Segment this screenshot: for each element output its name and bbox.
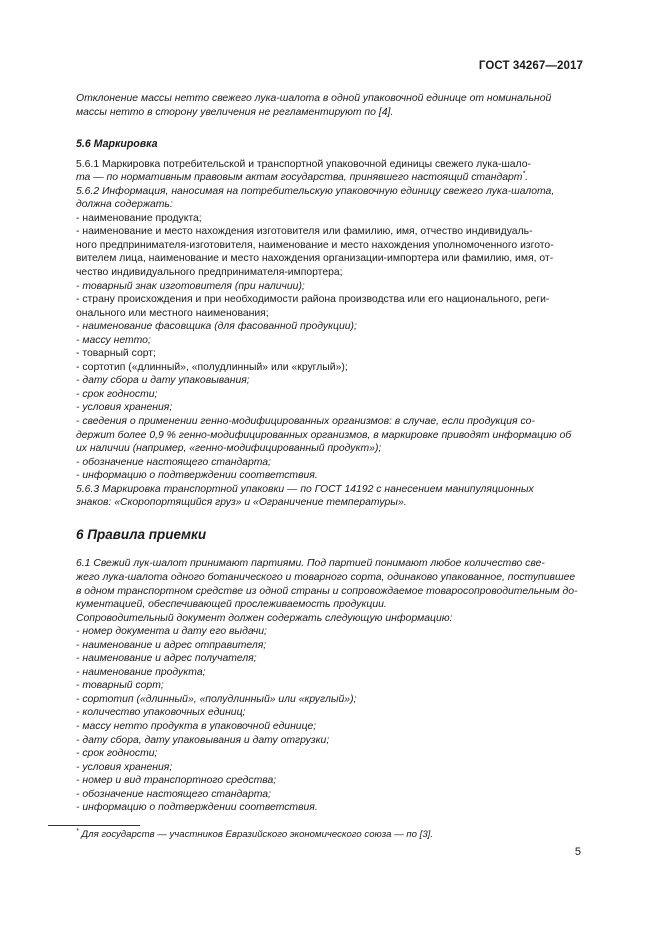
marking-list-item [76, 401, 584, 415]
marking-list-item [76, 280, 584, 294]
page-number: 5 [574, 846, 581, 858]
para-5-6-3-line: знаков: «Скоропортящийся груз» и «Ограничение температуры». [76, 497, 407, 509]
para-5-6-1-line [76, 171, 584, 185]
marking-list-item [76, 320, 584, 334]
accompanying-doc-list-item: - наименование продукта; [76, 666, 206, 678]
document-id: ГОСТ 34267—2017 [478, 60, 583, 72]
accompanying-doc-list-item: - дату сбора, дату упаковывания и дату отгрузки; [76, 734, 330, 746]
marking-list-item [76, 388, 584, 402]
accompanying-doc-list-item: - наименование и адрес получателя; [76, 653, 257, 665]
marking-list-item-line: - товарный сорт; [76, 348, 156, 360]
marking-list-item [76, 212, 584, 226]
intro-line-1: Отклонение массы нетто свежего лука-шалота в одной упаковочной единице от номинальной [76, 93, 552, 104]
para-5-6-1-end: . [525, 172, 529, 184]
marking-list-item-line: их наличии (например, «генно-модифицированный продукт»); [76, 443, 382, 455]
para-6-1 [76, 557, 584, 625]
para-6-1-line: в одном транспортном средстве из одной страны и сопровождаемое товаросопроводительным до- [76, 585, 578, 597]
para-6-2-intro: Сопроводительный документ должен содержать следующую информацию: [76, 612, 453, 624]
marking-list-item [76, 415, 584, 456]
para-5-6-3-line: 5.6.3 Маркировка транспортной упаковки — по ГОСТ 14192 с нанесением манипуляционных [76, 483, 534, 495]
marking-list-item-line: ного предпринимателя-изготовителя, наименование и место нахождения уполномоченного изгото- [76, 239, 554, 251]
accompanying-doc-list-item: - условия хранения; [76, 761, 173, 773]
para-6-1-line: кументацией, обеспечивающей прослеживаемость продукции. [76, 599, 387, 611]
para-5-6-2-line: 5.6.2 Информация, наносимая на потребительскую упаковочную единицу свежего лука-шалота, [76, 185, 555, 197]
footnote [76, 829, 433, 840]
section-6-heading: 6 Правила приемки [76, 526, 207, 542]
accompanying-doc-list-item: - номер и вид транспортного средства; [76, 775, 277, 787]
footnote-text: Для государств — участников Евразийского экономического союза — по [3]. [78, 829, 433, 840]
marking-list-item-line: - дату сбора и дату упаковывания; [76, 375, 250, 387]
para-5-6-2 [76, 185, 584, 212]
accompanying-doc-list-item: - товарный сорт; [76, 680, 164, 692]
marking-list-item [76, 225, 584, 279]
marking-list-item [76, 293, 584, 320]
para-6-1-line: 6.1 Свежий лук-шалот принимают партиями. Под партией понимают любое количество све- [76, 558, 545, 570]
accompanying-doc-list-item: - массу нетто продукта в упаковочной единице; [76, 720, 317, 732]
para-5-6-1 [76, 158, 584, 185]
marking-list-item-line: - наименование и место нахождения изготовителя или фамилию, имя, отчество индивидуаль- [76, 226, 533, 238]
marking-list-item [76, 347, 584, 361]
footnote-ref: * [522, 170, 526, 178]
footnote-mark: * [76, 827, 79, 835]
marking-list-item [76, 334, 584, 348]
para-5-6-2-line: должна содержать: [76, 199, 173, 211]
footnote-divider [48, 825, 140, 826]
para-5-6-1-text: та — по нормативным правовым актам государства, принявшего настоящий стандарт [76, 172, 523, 184]
marking-list-item-line: - обозначение настоящего стандарта; [76, 456, 271, 468]
marking-list-item-line: - массу нетто; [76, 334, 151, 346]
accompanying-doc-list-item: - обозначение настоящего стандарта; [76, 788, 271, 800]
accompanying-doc-list-item: - сортотип («длинный», «полудлинный» или «круглый»); [76, 693, 357, 705]
marking-list-item-line: - сведения о применении генно-модифицированных организмов: в случае, если продукция со- [76, 416, 535, 428]
marking-list-item [76, 456, 584, 470]
marking-list-item-line: - страну происхождения и при необходимости района производства или его национального, реги- [76, 294, 550, 306]
accompanying-doc-list-item: - номер документа и дату его выдачи; [76, 626, 267, 638]
intro-paragraph [76, 92, 584, 119]
marking-list [76, 212, 584, 483]
accompanying-doc-list-item: - наименование и адрес отправителя; [76, 639, 267, 651]
para-6-1-line: жего лука-шалота одного ботанического и товарного сорта, одинаково упакованное, поступившее [76, 571, 576, 583]
marking-list-item [76, 374, 584, 388]
accompanying-doc-list-item: - количество упаковочных единиц; [76, 707, 246, 719]
marking-list-item-line: чество индивидуального предпринимателя-импортера; [76, 267, 343, 279]
marking-list-item-line: - срок годности; [76, 388, 158, 400]
accompanying-doc-list-item: - информацию о подтверждении соответствия. [76, 802, 318, 814]
marking-list-item-line: вителем лица, наименование и место нахождения организации-импортера или фамилию, имя, от- [76, 253, 554, 265]
para-5-6-1-line: 5.6.1 Маркировка потребительской и транспортной упаковочной единицы свежего лука-шало- [76, 158, 531, 170]
accompanying-doc-list-item: - срок годности; [76, 748, 158, 760]
marking-list-item-line: - информацию о подтверждении соответствия. [76, 470, 318, 482]
accompanying-doc-list [76, 625, 584, 815]
marking-list-item-line: - наименование фасовщика (для фасованной продукции); [76, 321, 357, 333]
section-5-6-heading: 5.6 Маркировка [76, 138, 158, 151]
page-content [76, 92, 584, 815]
marking-list-item-line: онального или местного наименования; [76, 307, 269, 319]
intro-line-2: массы нетто в сторону увеличения не регламентируют по [4]. [76, 106, 394, 118]
para-5-6-3 [76, 483, 584, 510]
marking-list-item-line: - условия хранения; [76, 402, 173, 414]
marking-list-item [76, 469, 584, 483]
marking-list-item-line: - товарный знак изготовителя (при наличии); [76, 280, 305, 292]
marking-list-item-line: - наименование продукта; [76, 212, 202, 224]
marking-list-item-line: держит более 0,9 % генно-модифицированных организмов, в маркировке приводят информацию об [76, 429, 572, 441]
marking-list-item-line: - сортотип («длинный», «полудлинный» или «круглый»); [76, 361, 348, 373]
marking-list-item [76, 361, 584, 375]
